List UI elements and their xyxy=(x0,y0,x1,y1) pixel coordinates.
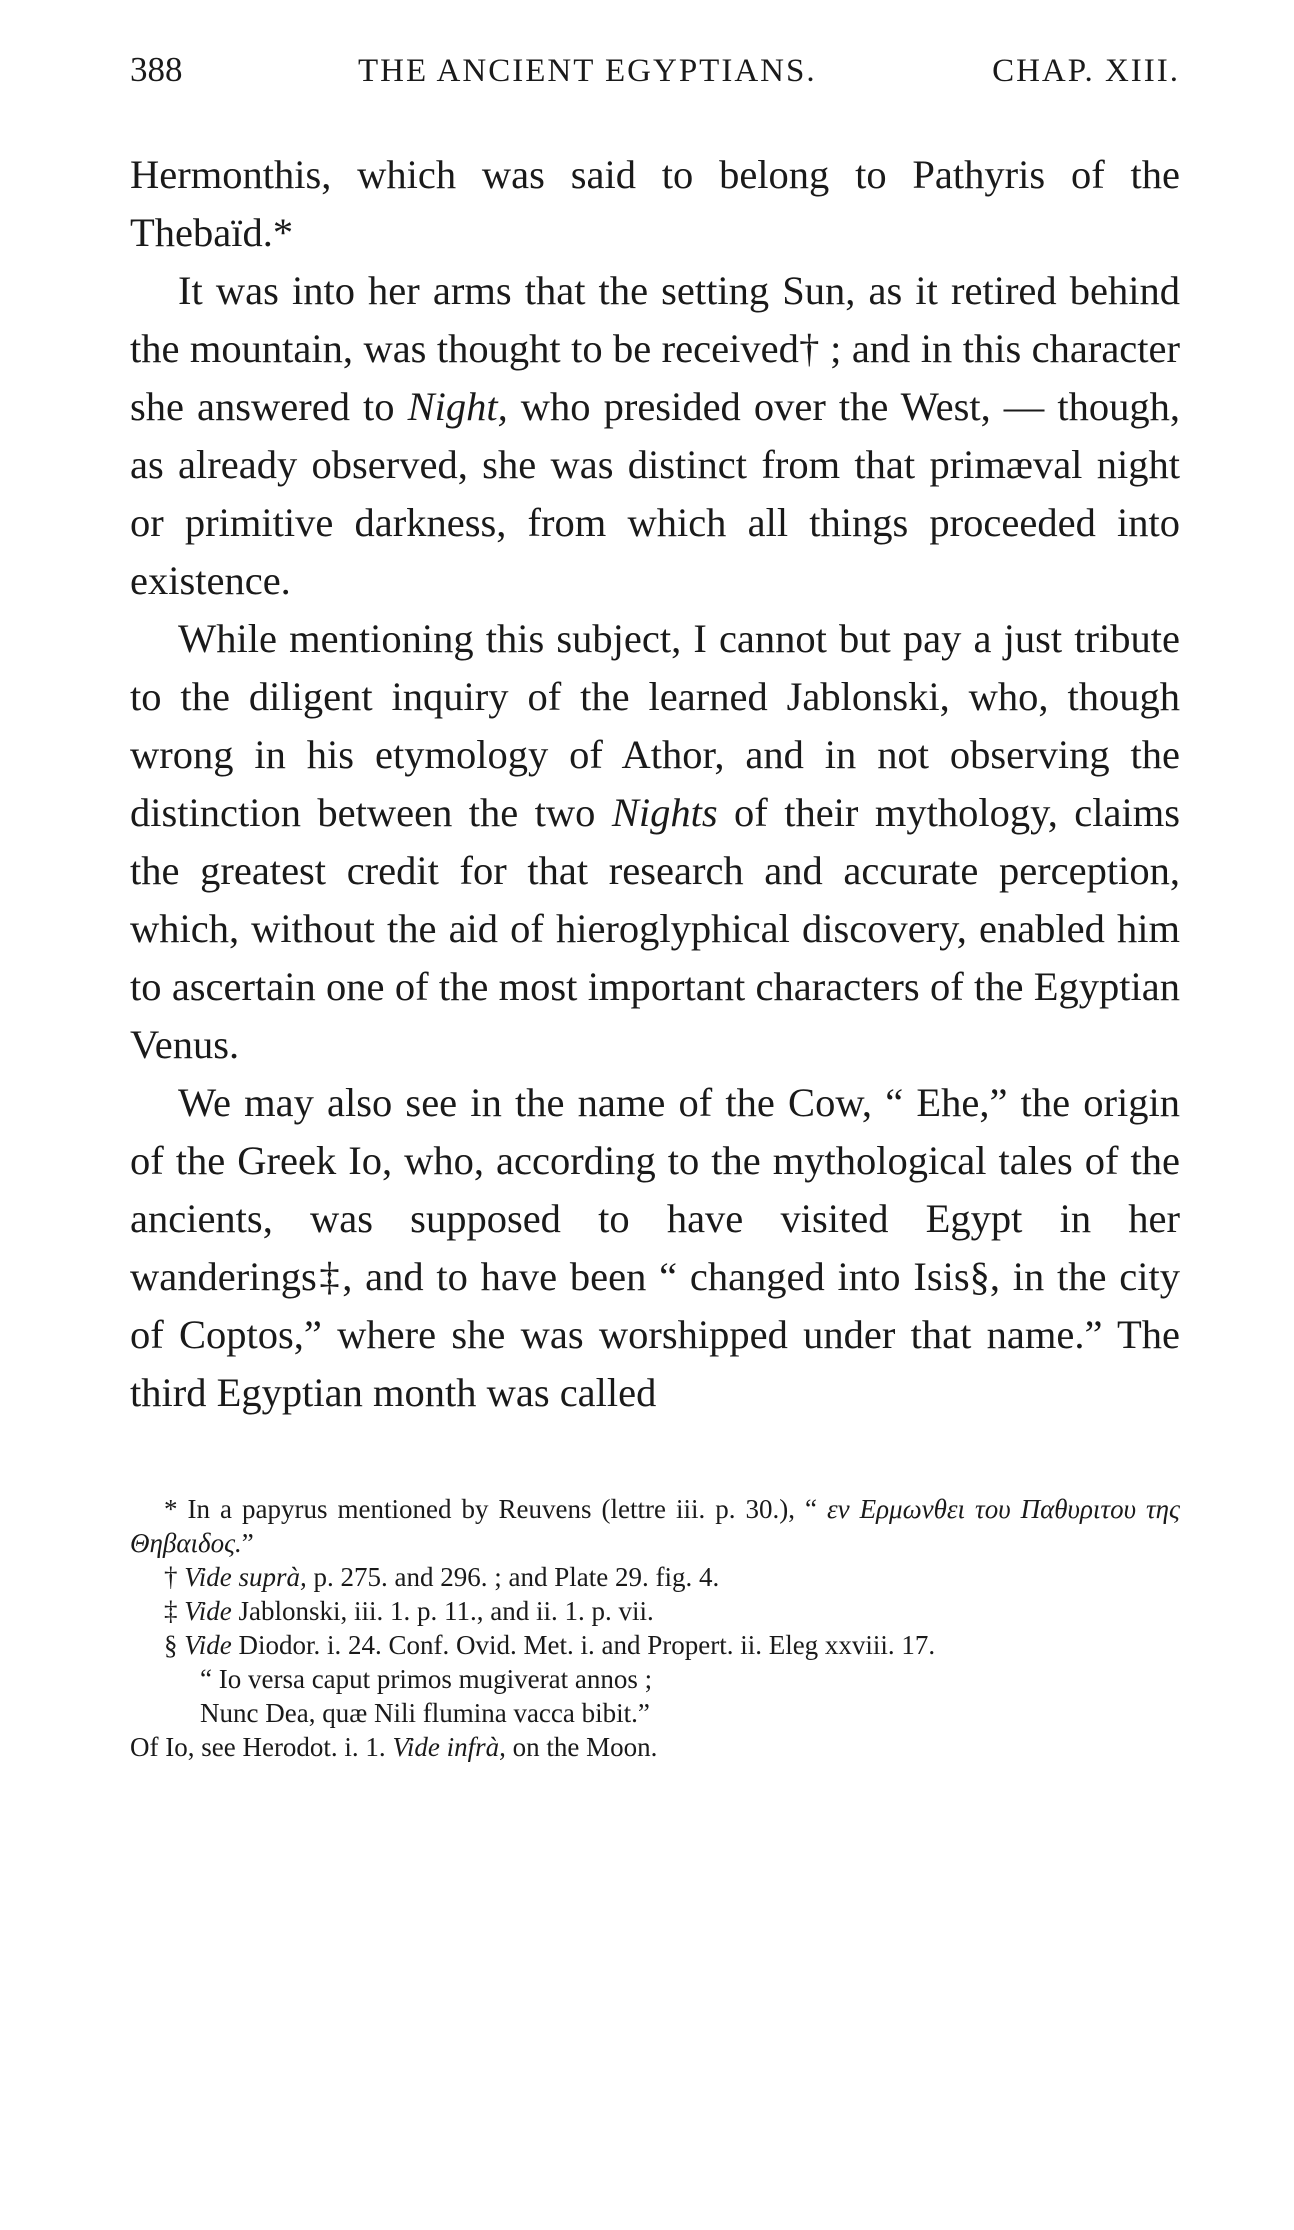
page-number: 388 xyxy=(130,50,183,89)
paragraph-text: Hermonthis, which was said to belong to Pathyris of the Thebaïd.* xyxy=(130,152,1180,255)
greek-quote: εν Ερμωνθει του Παθυριτου της Θηβαιδος. xyxy=(130,1494,1180,1558)
book-title: THE ANCIENT EGYPTIANS. xyxy=(357,53,817,89)
paragraph-text: While mentioning this subject, I cannot but pay a just tribute to the diligent inquiry of the learned Jablonski, who, though wrong in his etymology of Athor, and in not observing the distinction between the two xyxy=(130,616,1180,835)
italic-term: Vide infrà, xyxy=(392,1732,506,1762)
paragraph xyxy=(130,262,1180,610)
footnote-text: Diodor. i. 24. Conf. Ovid. Met. i. and Propert. ii. Eleg xxviii. 17. xyxy=(231,1630,936,1660)
paragraph xyxy=(130,1074,1180,1422)
footnote-text: p. 275. and 296. ; and Plate 29. fig. 4. xyxy=(306,1562,720,1592)
verse-line: “ Io versa caput primos mugiverat annos ; xyxy=(200,1664,653,1694)
footnote-text: Of Io, see Herodot. i. 1. xyxy=(130,1732,393,1762)
italic-term: Vide suprà, xyxy=(184,1562,307,1592)
paragraph-text: We may also see in the name of the Cow, “ Ehe,” the origin of the Greek Io, who, according to the mythological tales of the ancients, was supposed to have visited Egypt in her wanderings‡, and to have been “ changed into Isis§, in the city of Coptos,” where she was worshipped under that name.” The third Egyptian month was called xyxy=(130,1080,1180,1415)
footnote xyxy=(130,1628,1180,1662)
footnote-mark: ‡ xyxy=(164,1596,185,1626)
paragraph-text: who presided over the West, — though, as already observed, she was distinct from that primæval night or primitive darkness, from which all things proceeded into existence. xyxy=(130,384,1180,603)
footnotes xyxy=(130,1492,1180,1764)
chapter-label: CHAP. XIII. xyxy=(992,53,1180,89)
italic-term: Vide xyxy=(184,1630,232,1660)
italic-term: Nights xyxy=(611,790,718,835)
italic-term: Night, xyxy=(407,384,508,429)
body-text xyxy=(130,146,1180,1422)
footnote-text: on the Moon. xyxy=(505,1732,658,1762)
footnote-mark: § xyxy=(164,1630,185,1660)
running-head xyxy=(130,50,1180,106)
paragraph-text: It was into her arms that the setting Sun, as it retired behind the mountain, was thought to be received† ; and in this character she answered to xyxy=(130,268,1180,429)
footnote xyxy=(130,1594,1180,1628)
book-page xyxy=(130,50,1180,1764)
footnote xyxy=(130,1730,1180,1764)
paragraph-continuation xyxy=(130,146,1180,262)
paragraph xyxy=(130,610,1180,1074)
footnote-text: ” xyxy=(241,1528,254,1558)
footnote-mark: † xyxy=(164,1562,185,1592)
verse-line: Nunc Dea, quæ Nili flumina vacca bibit.” xyxy=(200,1698,650,1728)
footnote xyxy=(130,1560,1180,1594)
footnote-text: Jablonski, iii. 1. p. 11., and ii. 1. p. vii. xyxy=(231,1596,654,1626)
footnote-text: * In a papyrus mentioned by Reuvens (lettre iii. p. 30.), “ xyxy=(164,1494,827,1524)
paragraph-text: of their mythology, claims the greatest credit for that research and accurate perception, which, without the aid of hieroglyphical discovery, enabled him to ascertain one of the most important characters of the Egyptian Venus. xyxy=(130,790,1180,1067)
footnote xyxy=(130,1492,1180,1560)
italic-term: Vide xyxy=(184,1596,232,1626)
